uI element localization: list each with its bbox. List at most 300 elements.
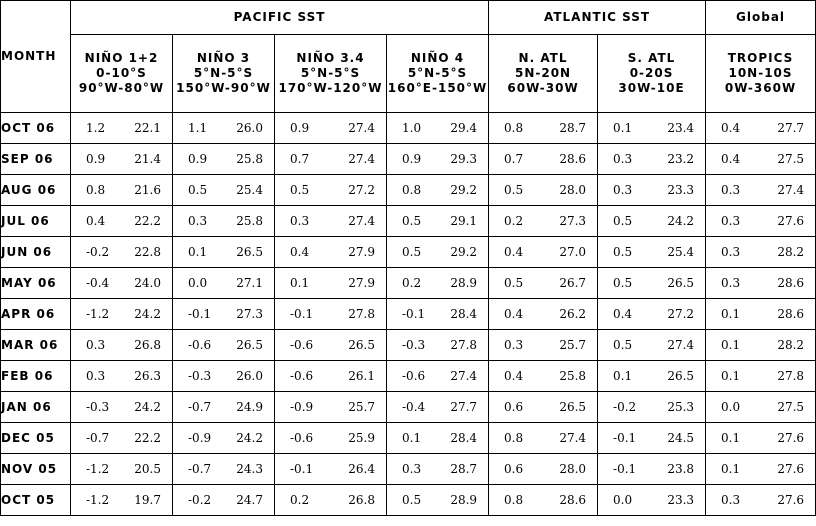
- sst-value: 27.4: [348, 214, 375, 228]
- table-row: [1, 392, 816, 423]
- sst-value: 27.5: [777, 152, 805, 166]
- sst-value: 28.7: [450, 462, 478, 476]
- value-cell: [489, 485, 598, 516]
- region-lat: 5°N-5°S: [193, 66, 254, 80]
- anomaly-value: 0.0: [613, 493, 633, 507]
- value-cell: [71, 113, 173, 144]
- value-cell: [173, 330, 275, 361]
- anomaly-value: 0.9: [188, 152, 208, 166]
- sst-value: 27.8: [450, 338, 478, 352]
- anomaly-value: -0.1: [290, 307, 314, 321]
- sst-value: 27.6: [777, 462, 805, 476]
- sst-value: 28.6: [777, 307, 805, 321]
- sst-value: 25.3: [667, 400, 695, 414]
- anomaly-value: -0.3: [402, 338, 426, 352]
- sst-value: 26.5: [236, 338, 263, 352]
- region-lon: 90°W-80°W: [78, 81, 165, 95]
- value-cell: [706, 485, 816, 516]
- region-name: NIÑO 3: [196, 51, 251, 65]
- anomaly-value: 0.1: [613, 121, 633, 135]
- value-cell: [706, 361, 816, 392]
- value-cell: [706, 330, 816, 361]
- value-cell: [387, 454, 489, 485]
- anomaly-value: 0.1: [721, 369, 741, 383]
- value-cell: [173, 392, 275, 423]
- anomaly-value: 0.5: [613, 338, 633, 352]
- anomaly-value: 0.5: [613, 245, 633, 259]
- value-cell: [706, 206, 816, 237]
- value-cell: [71, 330, 173, 361]
- sst-value: 27.4: [450, 369, 478, 383]
- anomaly-value: -1.2: [86, 307, 110, 321]
- sst-value: 28.9: [450, 493, 478, 507]
- region-lat: 5N-20N: [514, 66, 572, 80]
- sst-value: 29.2: [450, 245, 478, 259]
- anomaly-value: 0.3: [721, 183, 741, 197]
- group-header-row: [1, 1, 816, 35]
- value-cell: [387, 237, 489, 268]
- anomaly-value: 1.1: [188, 121, 208, 135]
- anomaly-value: 0.1: [721, 338, 741, 352]
- value-cell: [275, 268, 387, 299]
- value-cell: [387, 268, 489, 299]
- sst-value: 28.2: [777, 338, 805, 352]
- sst-value: 26.4: [348, 462, 375, 476]
- sst-value: 26.8: [348, 493, 375, 507]
- sst-value: 26.5: [236, 245, 263, 259]
- anomaly-value: 0.9: [402, 152, 422, 166]
- anomaly-value: 0.3: [721, 245, 741, 259]
- sst-value: 28.4: [450, 307, 478, 321]
- sst-value: 23.3: [667, 183, 695, 197]
- sst-value: 27.6: [777, 214, 805, 228]
- region-lon: 160°E-150°W: [387, 81, 488, 95]
- anomaly-value: -1.2: [86, 493, 110, 507]
- anomaly-value: 0.3: [188, 214, 208, 228]
- month-cell: DEC 05: [1, 423, 71, 454]
- sst-value: 27.1: [236, 276, 263, 290]
- anomaly-value: 0.3: [290, 214, 310, 228]
- anomaly-value: 0.9: [86, 152, 106, 166]
- value-cell: [387, 423, 489, 454]
- sst-value: 27.0: [559, 245, 587, 259]
- sst-value: 27.3: [559, 214, 587, 228]
- anomaly-value: 0.1: [290, 276, 310, 290]
- sst-value: 27.8: [348, 307, 375, 321]
- region-lat: 5°N-5°S: [407, 66, 468, 80]
- anomaly-value: 0.2: [290, 493, 310, 507]
- value-cell: [598, 175, 706, 206]
- sst-value: 26.5: [667, 369, 695, 383]
- anomaly-value: -0.9: [290, 400, 314, 414]
- sst-value: 25.4: [667, 245, 695, 259]
- value-cell: [71, 206, 173, 237]
- table-row: [1, 361, 816, 392]
- value-cell: [275, 330, 387, 361]
- value-cell: [598, 299, 706, 330]
- anomaly-value: 0.5: [613, 214, 633, 228]
- sst-value: 27.8: [777, 369, 805, 383]
- sst-value: 23.4: [667, 121, 695, 135]
- anomaly-value: 1.2: [86, 121, 106, 135]
- sst-value: 23.3: [667, 493, 695, 507]
- table-body: [1, 113, 816, 516]
- value-cell: [489, 392, 598, 423]
- value-cell: [275, 392, 387, 423]
- atlantic-sst-header: ATLANTIC SST: [489, 1, 706, 35]
- value-cell: [275, 361, 387, 392]
- region-name: S. ATL: [627, 51, 676, 65]
- anomaly-value: 0.5: [613, 276, 633, 290]
- sst-value: 27.3: [236, 307, 263, 321]
- anomaly-value: 0.3: [613, 183, 633, 197]
- anomaly-value: 0.9: [290, 121, 310, 135]
- anomaly-value: 0.4: [504, 307, 524, 321]
- value-cell: [387, 113, 489, 144]
- sst-value: 28.4: [450, 431, 478, 445]
- sst-value: 24.3: [236, 462, 263, 476]
- sst-value: 25.8: [236, 152, 263, 166]
- value-cell: [598, 113, 706, 144]
- sst-value: 27.4: [559, 431, 587, 445]
- sst-value: 26.0: [236, 369, 263, 383]
- value-cell: [173, 175, 275, 206]
- region-lat: 0-10°S: [96, 66, 147, 80]
- value-cell: [275, 454, 387, 485]
- sst-value: 25.7: [559, 338, 587, 352]
- anomaly-value: 0.8: [504, 121, 524, 135]
- anomaly-value: -0.6: [402, 369, 426, 383]
- region-header: [598, 35, 706, 113]
- anomaly-value: 0.8: [504, 493, 524, 507]
- sst-value: 28.0: [559, 462, 587, 476]
- anomaly-value: -1.2: [86, 462, 110, 476]
- value-cell: [489, 113, 598, 144]
- value-cell: [489, 175, 598, 206]
- table-row: [1, 330, 816, 361]
- value-cell: [489, 423, 598, 454]
- sst-value: 26.5: [348, 338, 375, 352]
- value-cell: [598, 268, 706, 299]
- region-name: N. ATL: [518, 51, 568, 65]
- anomaly-value: 0.4: [504, 369, 524, 383]
- value-cell: [706, 299, 816, 330]
- value-cell: [275, 485, 387, 516]
- sst-value: 27.4: [348, 152, 375, 166]
- anomaly-value: -0.3: [188, 369, 212, 383]
- anomaly-value: 0.1: [188, 245, 208, 259]
- value-cell: [275, 206, 387, 237]
- value-cell: [71, 485, 173, 516]
- anomaly-value: 0.5: [504, 183, 524, 197]
- month-cell: OCT 06: [1, 113, 71, 144]
- anomaly-value: 0.2: [504, 214, 524, 228]
- value-cell: [706, 175, 816, 206]
- sst-value: 26.8: [134, 338, 161, 352]
- value-cell: [173, 113, 275, 144]
- anomaly-value: 0.4: [721, 152, 741, 166]
- value-cell: [71, 361, 173, 392]
- anomaly-value: 0.8: [402, 183, 422, 197]
- anomaly-value: -0.7: [188, 400, 212, 414]
- month-cell: NOV 05: [1, 454, 71, 485]
- value-cell: [489, 361, 598, 392]
- value-cell: [387, 299, 489, 330]
- table-row: [1, 268, 816, 299]
- value-cell: [598, 454, 706, 485]
- value-cell: [489, 330, 598, 361]
- value-cell: [275, 237, 387, 268]
- anomaly-value: -0.1: [613, 431, 637, 445]
- sst-value: 27.7: [450, 400, 478, 414]
- sst-value: 21.6: [134, 183, 161, 197]
- value-cell: [71, 175, 173, 206]
- value-cell: [489, 299, 598, 330]
- sst-value: 29.3: [450, 152, 478, 166]
- value-cell: [489, 268, 598, 299]
- anomaly-value: -0.4: [402, 400, 426, 414]
- region-lat: 10N-10S: [728, 66, 793, 80]
- sst-value: 25.8: [236, 214, 263, 228]
- region-lon: 150°W-90°W: [176, 81, 271, 95]
- sst-value: 28.2: [777, 245, 805, 259]
- month-cell: JAN 06: [1, 392, 71, 423]
- value-cell: [173, 299, 275, 330]
- anomaly-value: 0.1: [721, 462, 741, 476]
- value-cell: [706, 144, 816, 175]
- value-cell: [598, 361, 706, 392]
- table-row: [1, 206, 816, 237]
- month-cell: APR 06: [1, 299, 71, 330]
- region-lat: 0-20S: [629, 66, 674, 80]
- anomaly-value: 0.7: [504, 152, 524, 166]
- table-row: [1, 485, 816, 516]
- sst-value: 26.5: [559, 400, 587, 414]
- table-row: [1, 454, 816, 485]
- value-cell: [489, 454, 598, 485]
- region-name: NIÑO 3.4: [296, 51, 365, 65]
- sst-value: 24.7: [236, 493, 263, 507]
- sst-value: 27.6: [777, 493, 805, 507]
- month-cell: OCT 05: [1, 485, 71, 516]
- sst-value: 22.8: [134, 245, 161, 259]
- month-cell: MAR 06: [1, 330, 71, 361]
- sst-value: 26.0: [236, 121, 263, 135]
- value-cell: [71, 299, 173, 330]
- value-cell: [275, 144, 387, 175]
- sst-value: 24.0: [134, 276, 161, 290]
- sst-value: 29.4: [450, 121, 478, 135]
- value-cell: [173, 454, 275, 485]
- anomaly-value: 0.3: [86, 338, 106, 352]
- sst-value: 23.8: [667, 462, 695, 476]
- anomaly-value: 0.3: [402, 462, 422, 476]
- sst-value: 28.9: [450, 276, 478, 290]
- table-row: [1, 299, 816, 330]
- region-name: TROPICS: [727, 51, 794, 65]
- anomaly-value: -0.1: [290, 462, 314, 476]
- sst-value: 19.7: [134, 493, 161, 507]
- sst-value: 27.7: [777, 121, 805, 135]
- sst-value: 29.2: [450, 183, 478, 197]
- value-cell: [706, 237, 816, 268]
- sst-value: 22.2: [134, 214, 161, 228]
- value-cell: [706, 113, 816, 144]
- value-cell: [598, 206, 706, 237]
- sst-value: 26.5: [667, 276, 695, 290]
- anomaly-value: 0.6: [504, 462, 524, 476]
- value-cell: [489, 206, 598, 237]
- anomaly-value: -0.9: [188, 431, 212, 445]
- anomaly-value: -0.6: [290, 431, 314, 445]
- sst-value: 24.9: [236, 400, 263, 414]
- value-cell: [706, 268, 816, 299]
- anomaly-value: 0.4: [613, 307, 633, 321]
- sst-value: 27.4: [667, 338, 695, 352]
- table-row: [1, 144, 816, 175]
- sst-value: 22.1: [134, 121, 161, 135]
- sst-value: 28.0: [559, 183, 587, 197]
- value-cell: [71, 454, 173, 485]
- pacific-sst-header: PACIFIC SST: [71, 1, 489, 35]
- anomaly-value: -0.7: [188, 462, 212, 476]
- anomaly-value: -0.1: [402, 307, 426, 321]
- region-lat: 5°N-5°S: [300, 66, 361, 80]
- value-cell: [71, 392, 173, 423]
- sst-value: 27.4: [348, 121, 375, 135]
- anomaly-value: 0.8: [86, 183, 106, 197]
- anomaly-value: -0.2: [86, 245, 110, 259]
- value-cell: [387, 330, 489, 361]
- anomaly-value: 0.0: [721, 400, 741, 414]
- value-cell: [173, 206, 275, 237]
- month-cell: JUL 06: [1, 206, 71, 237]
- value-cell: [173, 144, 275, 175]
- anomaly-value: 0.5: [402, 214, 422, 228]
- anomaly-value: 0.7: [290, 152, 310, 166]
- sst-value: 26.3: [134, 369, 161, 383]
- month-column-header: MONTH: [1, 1, 71, 113]
- sst-value: 24.5: [667, 431, 695, 445]
- value-cell: [489, 237, 598, 268]
- sst-value: 25.4: [236, 183, 263, 197]
- value-cell: [275, 113, 387, 144]
- sst-value: 24.2: [236, 431, 263, 445]
- anomaly-value: 0.1: [613, 369, 633, 383]
- sst-value: 21.4: [134, 152, 161, 166]
- anomaly-value: 0.5: [290, 183, 310, 197]
- value-cell: [71, 237, 173, 268]
- global-header: Global: [706, 1, 816, 35]
- anomaly-value: -0.1: [613, 462, 637, 476]
- value-cell: [173, 423, 275, 454]
- value-cell: [173, 361, 275, 392]
- anomaly-value: 0.3: [721, 493, 741, 507]
- sst-value: 29.1: [450, 214, 478, 228]
- anomaly-value: 0.3: [86, 369, 106, 383]
- value-cell: [387, 485, 489, 516]
- sst-value: 27.9: [348, 245, 375, 259]
- anomaly-value: -0.4: [86, 276, 110, 290]
- anomaly-value: 0.6: [504, 400, 524, 414]
- anomaly-value: 0.5: [402, 245, 422, 259]
- anomaly-value: 0.5: [504, 276, 524, 290]
- region-lon: 30W-10E: [618, 81, 685, 95]
- anomaly-value: 1.0: [402, 121, 422, 135]
- anomaly-value: -0.2: [188, 493, 212, 507]
- sst-value: 28.7: [559, 121, 587, 135]
- value-cell: [71, 268, 173, 299]
- value-cell: [598, 237, 706, 268]
- table-row: [1, 175, 816, 206]
- sst-value: 25.7: [348, 400, 375, 414]
- sst-value: 27.5: [777, 400, 805, 414]
- value-cell: [598, 485, 706, 516]
- value-cell: [387, 206, 489, 237]
- region-lon: 0W-360W: [724, 81, 797, 95]
- region-header: [275, 35, 387, 113]
- region-header: [489, 35, 598, 113]
- anomaly-value: 0.8: [504, 431, 524, 445]
- month-cell: JUN 06: [1, 237, 71, 268]
- region-name: NIÑO 4: [410, 51, 465, 65]
- anomaly-value: 0.4: [290, 245, 310, 259]
- sst-value: 28.6: [559, 152, 587, 166]
- month-cell: SEP 06: [1, 144, 71, 175]
- sst-value: 24.2: [134, 400, 161, 414]
- sst-value: 20.5: [134, 462, 161, 476]
- value-cell: [387, 175, 489, 206]
- anomaly-value: 0.1: [721, 431, 741, 445]
- sst-value: 27.9: [348, 276, 375, 290]
- sst-value: 25.9: [348, 431, 375, 445]
- sst-value: 22.2: [134, 431, 161, 445]
- value-cell: [489, 144, 598, 175]
- region-header: [173, 35, 275, 113]
- region-lon: 60W-30W: [507, 81, 579, 95]
- anomaly-value: -0.6: [188, 338, 212, 352]
- region-name: NIÑO 1+2: [84, 51, 159, 65]
- value-cell: [71, 144, 173, 175]
- month-cell: FEB 06: [1, 361, 71, 392]
- value-cell: [706, 392, 816, 423]
- sst-value: 26.7: [559, 276, 587, 290]
- anomaly-value: 0.3: [613, 152, 633, 166]
- value-cell: [598, 330, 706, 361]
- anomaly-value: -0.2: [613, 400, 637, 414]
- anomaly-value: -0.6: [290, 338, 314, 352]
- value-cell: [71, 423, 173, 454]
- sst-value: 28.6: [559, 493, 587, 507]
- region-header-row: [1, 35, 816, 113]
- anomaly-value: -0.7: [86, 431, 110, 445]
- value-cell: [598, 144, 706, 175]
- value-cell: [598, 392, 706, 423]
- value-cell: [387, 361, 489, 392]
- region-header: [71, 35, 173, 113]
- anomaly-value: 0.4: [504, 245, 524, 259]
- region-header: [387, 35, 489, 113]
- anomaly-value: 0.4: [86, 214, 106, 228]
- anomaly-value: 0.2: [402, 276, 422, 290]
- anomaly-value: 0.4: [721, 121, 741, 135]
- anomaly-value: 0.0: [188, 276, 208, 290]
- value-cell: [387, 144, 489, 175]
- table-row: [1, 237, 816, 268]
- sst-value: 28.6: [777, 276, 805, 290]
- sst-value: 27.6: [777, 431, 805, 445]
- value-cell: [706, 454, 816, 485]
